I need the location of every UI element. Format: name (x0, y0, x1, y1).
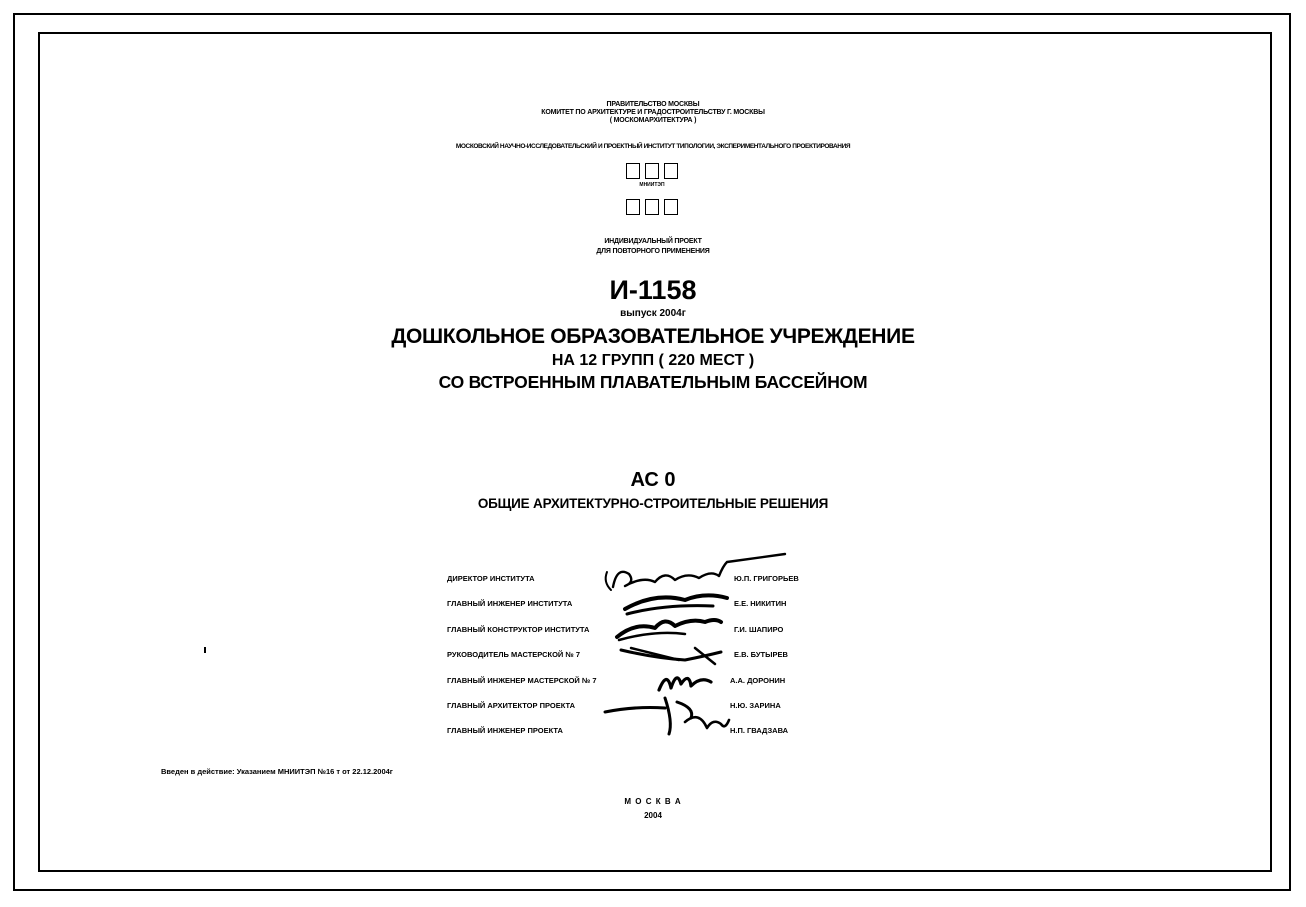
signatory-name: Г.И. ШАПИРО (734, 625, 784, 634)
project-title-line1: ДОШКОЛЬНОЕ ОБРАЗОВАТЕЛЬНОЕ УЧРЕЖДЕНИЕ (391, 325, 915, 348)
signatory-name: Н.Ю. ЗАРИНА (730, 701, 781, 710)
introduction-note: Введен в действие: Указанием МНИИТЭП №16 т от 22.12.2004г (161, 767, 393, 776)
project-issue: выпуск 2004г (620, 308, 686, 319)
signatory-position: ГЛАВНЫЙ ИНЖЕНЕР ПРОЕКТА (447, 726, 563, 735)
signatory-position: ГЛАВНЫЙ КОНСТРУКТОР ИНСТИТУТА (447, 625, 590, 634)
signatory-position: ГЛАВНЫЙ АРХИТЕКТОР ПРОЕКТА (447, 701, 576, 710)
signatory-name: Е.В. БУТЫРЕВ (734, 650, 788, 659)
year: 2004 (644, 811, 662, 820)
signatory-position: ДИРЕКТОР ИНСТИТУТА (447, 574, 535, 583)
signatory-name: Е.Е. НИКИТИН (734, 599, 787, 608)
institute-logo (626, 163, 678, 217)
margin-mark (204, 647, 206, 653)
project-type-line2: ДЛЯ ПОВТОРНОГО ПРИМЕНЕНИЯ (596, 248, 710, 255)
committee-line: КОМИТЕТ ПО АРХИТЕКТУРЕ И ГРАДОСТРОИТЕЛЬСТВУ Г. МОСКВЫ (541, 109, 765, 116)
logo-text: МНИИТЭП (639, 182, 665, 188)
signatory-name: А.А. ДОРОНИН (730, 676, 786, 685)
project-type-line1: ИНДИВИДУАЛЬНЫЙ ПРОЕКТ (604, 238, 702, 245)
section-code: АС 0 (630, 469, 676, 491)
section-title: ОБЩИЕ АРХИТЕКТУРНО-СТРОИТЕЛЬНЫЕ РЕШЕНИЯ (477, 496, 829, 511)
signatory-position: ГЛАВНЫЙ ИНЖЕНЕР ИНСТИТУТА (447, 599, 573, 608)
project-title-line2: НА 12 ГРУПП ( 220 МЕСТ ) (551, 352, 755, 369)
project-code: И-1158 (609, 275, 697, 305)
city: М О С К В А (624, 797, 682, 806)
project-title-line3: СО ВСТРОЕННЫМ ПЛАВАТЕЛЬНЫМ БАССЕЙНОМ (438, 372, 868, 392)
signatory-position: РУКОВОДИТЕЛЬ МАСТЕРСКОЙ № 7 (447, 650, 581, 659)
signatory-position: ГЛАВНЫЙ ИНЖЕНЕР МАСТЕРСКОЙ № 7 (447, 676, 597, 685)
institute-line: МОСКОВСКИЙ НАУЧНО-ИССЛЕДОВАТЕЛЬСКИЙ И ПРОЕКТНЫЙ ИНСТИТУТ ТИПОЛОГИИ, ЭКСПЕРИМЕНТАЛЬНОГО ПРОЕКТИРОВАНИЯ (455, 143, 851, 150)
signatory-name: Н.П. ГВАДЗАВА (730, 726, 789, 735)
signatory-name: Ю.П. ГРИГОРЬЕВ (734, 574, 799, 583)
government-line: ПРАВИТЕЛЬСТВО МОСКВЫ (606, 101, 700, 108)
handwritten-signatures (595, 552, 825, 752)
committee-abbr: ( МОСКОМАРХИТЕКТУРА ) (609, 117, 697, 124)
